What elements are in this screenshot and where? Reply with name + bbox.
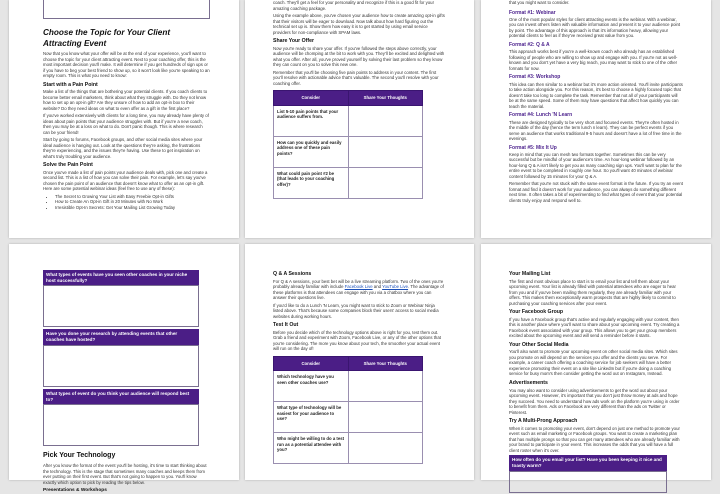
paragraph: If you have a Facebook group that's active and regularly engaging with your content, then this is another place where you'll want to share about your upcoming event. Try creating a Facebook event associated with your group. This allows you to get your group members excited about the upcoming event and will send a reminder before it starts. [509, 316, 680, 339]
paragraph: You may also want to consider using advertisements to get the word out about your upcoming event. However, it's important that you don't just throw money at ads and hope they succeed. You need to understand how ads work on the platform you're using in order to benefit from them. Ads on Facebook are very different than the ads on Twitter or Pinterest. [509, 387, 680, 415]
subheading-solve: Solve the Pain Point [43, 162, 93, 169]
worksheet-table [273, 90, 423, 199]
paragraph: Before you decide which of the technology options above is right for you, test them out. Grab a friend and experiment with Zoom, Facebook Live, or any of the other options that you're considering. The more you know about your tech, the smoother your actual event will run on the day of! [273, 329, 441, 352]
format-heading: Format #5: Mix It Up [509, 144, 557, 151]
paragraph: One of the most popular styles for client attracting events is the webinar. With a webinar, you can invest others listen with valuable information and present it to your audience point by point. The advantage of this approach is that it's information heavy, allowing your potential clients to feel as if they've received great value from you. [509, 16, 681, 39]
text-fragment: and [372, 284, 383, 290]
table-cell-prompt: List 5-10 pain points that your audience suffers from. [274, 105, 349, 136]
table-cell-prompt: Which technology have you seen other coaches use? [274, 371, 349, 402]
format-heading: Format #3: Workshop [509, 74, 561, 81]
question-block [43, 329, 199, 386]
subheading-qa: Q & A Sessions [273, 271, 312, 277]
paragraph: that you might want to consider. [509, 0, 570, 5]
subheading-social-media: Your Other Social Media [509, 341, 569, 348]
paragraph [273, 279, 446, 301]
paragraph: If you've worked extensively with clients for a long time, you may already have plenty of ideas about pain points that your audience struggles with. But if you're a new coach, then you may be at a loss on what to do. Don't panic though. This is where research can be your friend! [43, 113, 209, 135]
answer-cell[interactable] [348, 167, 423, 198]
answer-box[interactable] [43, 404, 199, 446]
text-fragment: For Q & A sessions, your best bet will be a live streaming platform. Two of the ones you're probably already familiar with include [273, 278, 444, 290]
answer-cell[interactable] [348, 433, 423, 464]
document-page-5 [245, 244, 474, 480]
list-item: • How to Create An Opt-in Gift in 20 Minutes with No Work [55, 199, 210, 205]
paragraph: If you'd like to do a Lunch 'N Learn, you might want to stick to Zoom or Webinar Ninja listed above. That's because some companies block their users' access to social media websites during working hours. [273, 302, 439, 319]
format-heading: Format #2: Q & A [509, 41, 550, 48]
subheading-multi-prong: Try A Multi-Prong Approach [509, 418, 578, 425]
answer-cell[interactable] [348, 402, 423, 433]
subheading-presentations: Presentations & Workshops [43, 488, 107, 494]
document-page-3 [481, 0, 711, 238]
subheading-mailing-list: Your Mailing List [509, 271, 551, 277]
question-bar: What types of event do you think your audience will respond best to? [43, 389, 199, 404]
document-page-4 [9, 244, 239, 494]
intro-paragraph: Now that you know what your offer will be at the end of your experience, you'll want to choose the topic for your client attracting event. Next to your coaching offer, this is the most important decision you'll make. It will determine if you get hundreds of sign ups or if you have to beg your best friend to show up, so it won't look like you're speaking to an empty room. This is what you need to know: [43, 51, 210, 78]
table-cell-prompt: What type of technology will be easiest for your audience to use? [274, 402, 349, 433]
paragraph: Using the example above, you've chosen your audience how to create amazing opt-in gifts that their visitors will be eager to download. Now talk about how hard figuring out the technical set up is. Show them how easy it is to get started by using email service providers for non-compliance with SPAM laws. [273, 13, 445, 35]
paragraph: Remember that you're not stuck with the same event format in the future. If you try an event format and find it doesn't work for your audience, you can always do something different next time. It often takes a bit of experimenting to find what types of event that your potential clients truly enjoy and respond well to. [509, 181, 683, 203]
paragraph: Remember that you'll be choosing five pain points to address in your content. The first you'll resolve with actionable advice that's valuable. The second you'll resolve with your coaching offer. [273, 69, 439, 86]
subheading-advertisements: Advertisements [509, 379, 548, 386]
section-heading: Pick Your Technology [43, 452, 116, 460]
paragraph: coach. They'll get a feel for your personality and recognize if this is a good fit for your amazing coaching package. [273, 0, 435, 11]
paragraph: Now you're ready to share your offer. If you've followed the steps above correctly, your audience will be chomping at the bit to work with you. They'll be excited and delighted with what you offer. After all, you've proved yourself by solving their last problem so they know they can count on you to solve this new one. [273, 45, 445, 68]
document-page-6 [481, 244, 711, 480]
paragraph: The first and most obvious place to start is to email your list and tell them about your upcoming event. Your list is already filled with potential attendees who are eager to hear from you and if you've been mailing them regularly, they are already familiar with your offers. This makes them exceptionally warm prospects that are highly likely to commit to purchasing your coaching services after your event. [509, 278, 676, 306]
table-cell-prompt: Who might be willing to do a test run as a potential attendee with you? [274, 433, 349, 464]
question-bar: What types of events have you seen other coaches in your niche host successfully? [43, 270, 199, 285]
paragraph: After you know the format of the event you'll be hosting, it's time to start thinking about the technology. This is the stage that sometimes many coaches and keeps them from ever putting on their first event. But that's not going to happen to you. You'll know exactly which option to pick by reading the tips below. [43, 463, 207, 485]
subheading-facebook-group: Your Facebook Group [509, 309, 564, 316]
paragraph: When it comes to promoting your event, don't depend on just one method to promote your event such as email marketing or Facebook groups. You want to create a marketing plan that has multiple prongs so that you can get many attendees who are already familiar with your brand to participate in your event. This increases the odds that you will have a full client roster when it's over. [509, 425, 680, 453]
question-block [509, 455, 667, 492]
question-bar: How often do you email your list? Have you been keeping it nice and toasty warm? [509, 455, 667, 470]
answer-box[interactable] [509, 471, 667, 493]
paragraph: This approach works best if you're a well-known coach who already has an established following of people who are willing to show up and engage with you. If you're not as well-known and you don't yet have a very big reach, you may want to stick to one of the other formats for now. [509, 49, 678, 71]
top-answer-box[interactable] [43, 0, 210, 19]
paragraph: Keep in mind that you can mesh two formats together. Sometimes this can be very successful but be mindful of your audience's time. An hour-long webinar followed by an hour-long Q & A isn't likely to get you as many coaching sign ups. You'll want to plan for the entire event to be completed in roughly one hour. So you'll want 40 minutes of webinar content followed by 15 minutes for your Q & A. [509, 151, 682, 179]
format-heading: Format #1: Webinar [509, 9, 556, 16]
column-header-consider: Consider [274, 91, 349, 106]
question-block [43, 270, 199, 327]
answer-box[interactable] [43, 345, 199, 387]
column-header-consider: Consider [274, 356, 349, 371]
list-item: • The Secret to Growing Your List with Easy Freebie Opt-in Gifts [55, 194, 210, 200]
youtube-live-link[interactable]: YouTube Live [382, 284, 409, 290]
document-page-2 [245, 0, 474, 238]
column-header-thoughts: Share Your Thoughts [348, 91, 423, 106]
text-fragment: . The advantage of these platforms is that attendees can engage with you via a chatbox where you can answer their questions live. [273, 284, 444, 301]
question-block [43, 389, 199, 446]
paragraph: Make a list of the things that are bothering your potential clients. If you coach clients to become better email marketers, think about what they struggle with. Do they not know how to set up an opt-in gift? Are they unsure of how to add an opt-in box to their website? Do they need ideas on what to even offer as a gift in the first place? [43, 89, 208, 111]
subheading-test: Test It Out [273, 322, 299, 329]
table-cell-prompt: How can you quickly and easily address one of these pain points? [274, 136, 349, 167]
facebook-live-link[interactable]: Facebook Live [344, 284, 373, 290]
answer-cell[interactable] [348, 371, 423, 402]
section-heading: Choose the Topic for Your Client Attracting Event [43, 28, 171, 48]
paragraph: Start by going to forums, Facebook groups, and other social media sites where your ideal audience is hanging out. Look at the questions they're asking, the frustrations they're experiencing, and the issues they're having. Use these to get inspiration on what's truly troubling your audience. [43, 137, 203, 159]
subheading-share-offer: Share Your Offer [273, 38, 315, 44]
webinar-idea-list [43, 194, 210, 211]
worksheet-table [273, 356, 423, 465]
paragraph: You'll also want to promote your upcoming event on other social media sites. Which sites you promote on will depend on the services you offer and the clients you serve. For example, a career coach offering a coaching service for job seekers will have a better experience promoting their event on a site like LinkedIn but if you're doing a coaching service for busy mom's then consider getting the word out on Instagram, Instead. [509, 349, 678, 377]
table-cell-prompt: What could pain point #2 be (that leads to your coaching offer)? [274, 167, 349, 198]
list-item: • Irresistible Opt-In Secrets: Get Your Mailing List Growing Today [55, 205, 210, 211]
format-heading: Format #4: Lunch 'N Learn [509, 112, 573, 119]
paragraph: This idea can then similar to a webinar but it's more action oriented. You'll invite participants to take action alongside you. For this reason, it's best to choose a highly focused topic that doesn't take too long to complete the task. Remember that not all of your participants will be at the same speed. Some of them may have questions that affect how quickly you can teach the material. [509, 81, 683, 109]
answer-cell[interactable] [348, 136, 423, 167]
paragraph: These are designed typically to be very short and focused events. They're often hosted in the middle of the day (hence the term lunch n learn). They can be perfect events if you serve an audience that works traditional 9-5 hours and doesn't have a lot of free time in the evenings. [509, 119, 682, 142]
question-bar: Have you done your research by attending events that other coaches have hosted? [43, 329, 199, 344]
answer-cell[interactable] [348, 105, 423, 136]
subheading-pain-point: Start with a Pain Point [43, 81, 98, 88]
document-page-1 [9, 0, 239, 238]
column-header-thoughts: Share Your Thoughts [348, 356, 423, 371]
answer-box[interactable] [43, 285, 199, 327]
paragraph: Once you've made a list of pain points your audience deals with, pick one and create a second list. This is a list of how you can solve their pain. For example, let's say you've chosen the pain point of an audience that doesn't know what to offer as an opt-in gift. Here are some potential webinar ideas (feel free to use any of these): [43, 169, 208, 192]
